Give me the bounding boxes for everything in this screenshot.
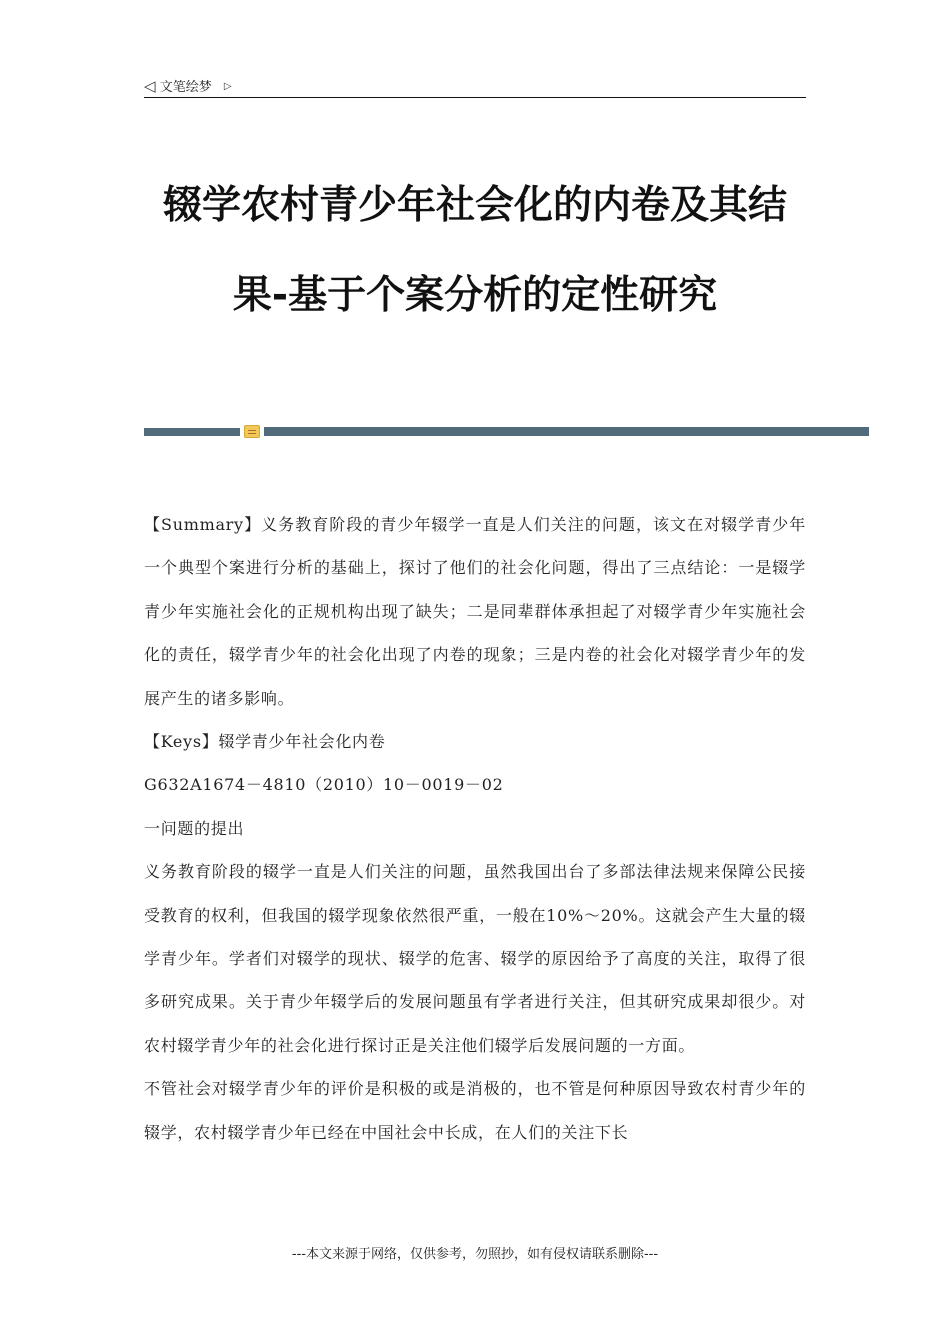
document-body xyxy=(144,503,806,1154)
divider-bar-right xyxy=(264,427,869,436)
divider-badge-icon xyxy=(244,425,260,438)
header-rule xyxy=(144,97,806,98)
page-header xyxy=(144,74,806,98)
body-paragraph-2: 不管社会对辍学青少年的评价是积极的或是消极的，也不管是何种原因导致农村青少年的辍学，农村辍学青少年已经在中国社会中长成，在人们的关注下长 xyxy=(144,1079,806,1142)
document-title xyxy=(60,178,890,324)
header-brand xyxy=(144,76,232,95)
divider-bar-left xyxy=(144,428,240,436)
page-footer: ---本文来源于网络，仅供参考，勿照抄，如有侵权请联系删除--- xyxy=(291,1247,659,1262)
title-line-2: 果-基于个案分析的定性研究 xyxy=(232,273,718,318)
title-line-1: 辍学农村青少年社会化的内卷及其结 xyxy=(162,183,787,228)
left-triangle-icon: ◁ xyxy=(144,77,156,95)
header-brand-text: 文笔绘梦 xyxy=(159,80,212,95)
title-divider xyxy=(144,425,869,439)
classification-line: G632A1674－4810（2010）10－0019－02 xyxy=(144,775,504,795)
body-paragraph-1: 义务教育阶段的辍学一直是人们关注的问题，虽然我国出台了多部法律法规来保障公民接受教育的权利，但我国的辍学现象依然很严重，一般在10%～20%。这就会产生大量的辍学青少年。学者们对辍学的现状、辍学的危害、辍学的原因给予了高度的关注，取得了很多研究成果。关于青少年辍学后的发展问题虽有学者进行关注，但其研究成果却很少。对农村辍学青少年的社会化进行探讨正是关注他们辍学后发展问题的一方面。 xyxy=(144,862,806,1055)
section-heading: 一问题的提出 xyxy=(144,818,245,838)
summary-paragraph: 【Summary】义务教育阶段的青少年辍学一直是人们关注的问题，该文在对辍学青少年一个典型个案进行分析的基础上，探讨了他们的社会化问题，得出了三点结论：一是辍学青少年实施社会化的正规机构出现了缺失；二是同辈群体承担起了对辍学青少年实施社会化的责任，辍学青少年的社会化出现了内卷的现象；三是内卷的社会化对辍学青少年的发展产生的诸多影响。 xyxy=(144,515,806,708)
keys-paragraph: 【Keys】辍学青少年社会化内卷 xyxy=(144,732,386,752)
right-triangle-icon: ▷ xyxy=(223,81,232,92)
